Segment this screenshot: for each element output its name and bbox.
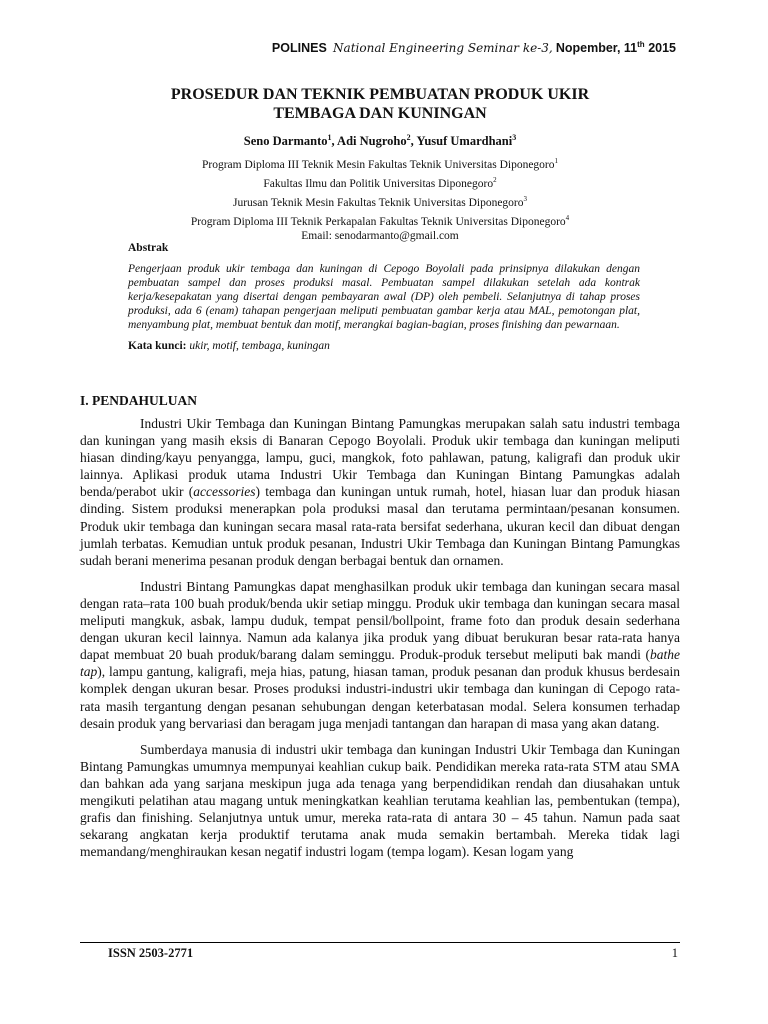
keywords-label: Kata kunci: <box>128 340 187 352</box>
header-date-text: Nopember, 11 <box>555 41 638 56</box>
paragraph-italic-term: bathe tap <box>80 647 680 680</box>
abstract-body: Pengerjaan produk ukir tembaga dan kuningan di Cepogo Boyolali pada prinsipnya dilakukan dengan pembuatan sampel dan proses produksi masal. Pembuatan sampel dilakukan setelah ada kontrak kerja/kesepakatan yang disertai dengan pembayaran awal (DP) oleh pembeli. Selanjutnya di tahap proses produksi, ada 6 (enam) tahapan pengerjaan meliputi pembuatan gambar kerja atau MAL, pemotongan plat, menyambung plat, membuat bentuk dan motif, merangkai bagian-bagian, proses finishing dan pewarnaan. <box>128 263 640 331</box>
author-sup: 1 <box>327 133 332 142</box>
author-name: Adi Nugroho <box>337 134 407 149</box>
footer-divider <box>80 942 680 943</box>
body-paragraph-3: Sumberdaya manusia di industri ukir tembaga dan kuningan Industri Ukir Tembaga dan Kuningan Bintang Pamungkas umumnya mempunyai keahlian cukup baik. Pendidikan mereka rata-rata STM atau SMA dan bahkan ada yang sarjana meskipun juga ada tenaga yang berpendidikan rendah dan diusahakan untuk mengikuti pelatihan atau magang untuk meningkatkan keahlian terutama keahlian las, pembentukan (tempa), grafis dan finishing. Selanjutnya untuk umur, mereka rata-rata di antara 30 – 45 tahun. Namun pada saat sekarang angkatan kerja produktif terutama anak muda semakin bertambah. Mereka tidak lagi memandang/menghiraukan kesan negatif industri logam (tempa logam). Kesan logam yang <box>80 741 680 860</box>
keywords-text: ukir, motif, tembaga, kuningan <box>189 340 330 352</box>
body-paragraph-1 <box>80 415 680 569</box>
running-header <box>272 40 676 56</box>
affiliation-text: Fakultas Ilmu dan Politik Universitas Diponegoro <box>263 177 494 190</box>
section-heading: I. PENDAHULUAN <box>80 393 198 408</box>
affiliation-line <box>80 154 680 173</box>
affiliation-sup: 2 <box>493 175 497 184</box>
header-seminar: National Engineering Seminar ke-3, <box>333 41 553 56</box>
author-email: Email: senodarmanto@gmail.com <box>301 230 459 243</box>
abstract-section <box>128 242 640 352</box>
affiliation-text: Jurusan Teknik Mesin Fakultas Teknik Universitas Diponegoro <box>232 196 524 209</box>
author-list <box>80 133 680 149</box>
affiliation-line <box>80 192 680 211</box>
author-name: Seno Darmanto <box>243 134 328 149</box>
paragraph-text: Industri Bintang Pamungkas dapat menghasilkan produk ukir tembaga dan kuningan secara masal dengan rata–rata 100 buah produk/benda ukir setiap minggu. Produk ukir tembaga dan kuningan secara masal meliputi mangkuk, asbak, lampu duduk, tempat pensil/bollpoint, frame foto dan produk desain sederhana dengan ukuran kecil lainnya. Namun ada kalanya jika produk yang dibuat berukuran besar rata-rata hanya dapat membuat 20 buah produk/barang dalam seminggu. Produk-produk tersebut meliputi bak mandi ( <box>80 578 680 663</box>
affiliation-line <box>80 173 680 192</box>
paragraph-text: Industri Ukir Tembaga dan Kuningan Bintang Pamungkas merupakan salah satu industri tembaga dan kuningan yang masih eksis di Banaran Cepogo Boyolali. Produk ukir tembaga dan kuningan meliputi hiasan dinding/kayu penyangga, lampu, guci, mangkok, foto pahlawan, patung, kaligrafi dan produk ukir lainnya. Aplikasi produk utama Industri Ukir Tembaga dan Kuningan Bintang Pamungkas adalah benda/perabot ukir ( <box>80 416 680 500</box>
section-introduction <box>80 393 680 869</box>
title-line-2: TEMBAGA DAN KUNINGAN <box>273 105 487 122</box>
paragraph-italic-term: accessories <box>193 484 256 500</box>
affiliation-sup: 3 <box>523 194 528 203</box>
affiliation-text: Program Diploma III Teknik Perkapalan Fakultas Teknik Universitas Diponegoro <box>190 215 566 228</box>
paragraph-text: ) tembaga dan kuningan untuk rumah, hotel, hiasan luar dan produk hiasan dinding. Sistem produksi menerapkan pola produksi masal dan terutama permintaan/pesanan konsumen. Produk ukir tembaga dan kuningan secara masal rata-rata bersifat sederhana, ukuran kecil dan dibuat dengan jumlah terbatas. Kemudian untuk produk pesanan, Industri Ukir Tembaga dan Kuningan Bintang Pamungkas sudah berani menerima pesanan produk dengan berbagai bentuk dan ornamen. <box>80 484 680 568</box>
paragraph-text: ), lampu gantung, kaligrafi, meja hias, patung, hiasan taman, produk pesanan dan produk khusus berdesain komplek dengan ukuran besar. Proses produksi industri-industri ukir tembaga dan kuningan di Cepogo rata-rata masih tergantung dengan pesanan sehubungan dengan keterbatasan modal. Selera konsumen terhadap desain produk yang bervariasi dan beragam juga menjadi tantangan dan harapan di masa yang akan datang. <box>80 664 680 731</box>
body-paragraph-2 <box>80 578 680 732</box>
affiliation-list <box>80 154 680 244</box>
affiliation-text: Program Diploma III Teknik Mesin Fakultas Teknik Universitas Diponegoro <box>202 158 555 171</box>
header-date <box>556 41 676 55</box>
header-org: POLINES <box>271 41 327 56</box>
title-line-1: PROSEDUR DAN TEKNIK PEMBUATAN PRODUK UKIR <box>170 86 590 103</box>
author-name: Yusuf Umardhani <box>416 134 513 149</box>
abstract-heading: Abstrak <box>128 242 169 254</box>
affiliation-sup: 1 <box>554 157 558 166</box>
author-sup: 3 <box>512 133 517 142</box>
page-number: 1 <box>671 946 678 960</box>
affiliation-sup: 4 <box>565 213 570 222</box>
paper-title <box>80 85 680 123</box>
footer-issn: ISSN 2503-2771 <box>108 946 194 960</box>
header-year: 2015 <box>648 41 676 56</box>
author-sup: 2 <box>406 133 411 142</box>
author-separator: , <box>410 134 417 149</box>
header-date-suffix: th <box>637 40 645 49</box>
affiliation-line <box>80 211 680 230</box>
keywords <box>128 340 640 352</box>
title-block <box>80 85 680 244</box>
author-separator: , <box>331 134 338 149</box>
